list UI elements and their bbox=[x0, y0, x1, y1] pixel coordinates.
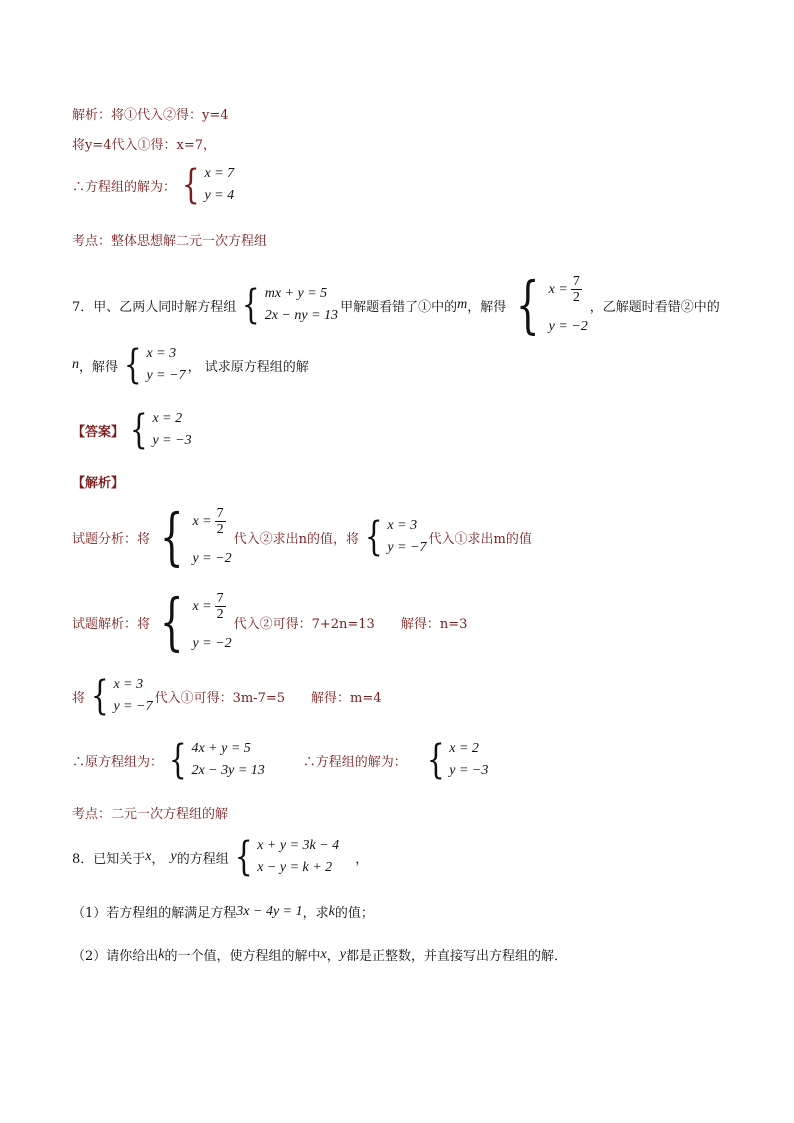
q7-jiexi-system: { x = $\frac{7}{2}$ y = −2 bbox=[159, 585, 232, 658]
q6-solution-line: ∴方程组的解为： { x = 7 y = 4 bbox=[72, 162, 235, 208]
q7-system: { mx + y = 5 2x − ny = 13 bbox=[242, 282, 339, 328]
q8-system: { x + y = 3k − 4 x − y = k + 2 bbox=[234, 834, 340, 880]
q6-analysis-line2: 将y=4代入①得：x=7， bbox=[72, 138, 217, 153]
q8-question: 8．已知关于 x ， y 的方程组 { x + y = 3k − 4 x − y = k + 2 ， bbox=[72, 834, 369, 880]
q7-jiexi: 试题解析：将 { x = $\frac{7}{2}$ y = −2 代入②可得：7+2n=13 解得：n=3 bbox=[72, 585, 468, 658]
q6-analysis-line1: 解析：将①代入②得：y=4 bbox=[72, 108, 229, 123]
q7-jia-solution: { x = $\frac{7}{2}$ y = −2 bbox=[516, 268, 588, 341]
q6-kaodian: 考点：整体思想解二元一次方程组 bbox=[72, 234, 268, 249]
q7-fenxi-system1: { x = $\frac{7}{2}$ y = −2 bbox=[159, 500, 232, 573]
q8-part1: （1）若方程组的解满足方程 3x − 4y = 1 ，求 k 的值； bbox=[72, 903, 374, 921]
q7-step2: 将 { x = 3 y = −7 代入①可得：3m-7=5 解得：m=4 bbox=[72, 673, 382, 719]
q7-yi-solution: { x = 3 y = −7 bbox=[123, 342, 186, 388]
q7-kaodian: 考点：二元一次方程组的解 bbox=[72, 807, 229, 822]
q7-fenxi: 试题分析：将 { x = $\frac{7}{2}$ y = −2 代入②求出n的值，将 { x = 3 y = −7 代入①求出m的值 bbox=[72, 500, 532, 573]
q8-part2: （2）请你给出 k 的一个值，使方程组的解中 x ， y 都是正整数，并直接写出方程组的解． bbox=[72, 946, 567, 964]
q7-answer: 【答案】 { x = 2 y = −3 bbox=[72, 407, 192, 453]
q7-fenxi-system2: { x = 3 y = −7 bbox=[364, 514, 427, 560]
q7-step2-system: { x = 3 y = −7 bbox=[90, 673, 153, 719]
q7-question-line2: n ，解得 { x = 3 y = −7 ， 试求原方程组的解 bbox=[72, 342, 309, 388]
q7-sol-system: { x = 2 y = −3 bbox=[426, 737, 489, 783]
q7-conclusion: ∴原方程组为： { 4x + y = 5 2x − 3y = 13 ∴方程组的解为： { x = 2 y = −3 bbox=[72, 737, 489, 783]
q7-analysis-label: 【解析】 bbox=[72, 476, 125, 491]
q7-answer-system: { x = 2 y = −3 bbox=[129, 407, 192, 453]
q6-solution-system: { x = 7 y = 4 bbox=[181, 162, 235, 208]
q7-orig-system: { 4x + y = 5 2x − 3y = 13 bbox=[168, 737, 265, 783]
q7-question-line1: 7．甲、乙两人同时解方程组 { mx + y = 5 2x − ny = 13 甲解题看错了①中的 m ，解得 { x = $\frac{7}{2}$ y = −2 ，乙解题时看错②中的 bbox=[72, 268, 720, 341]
